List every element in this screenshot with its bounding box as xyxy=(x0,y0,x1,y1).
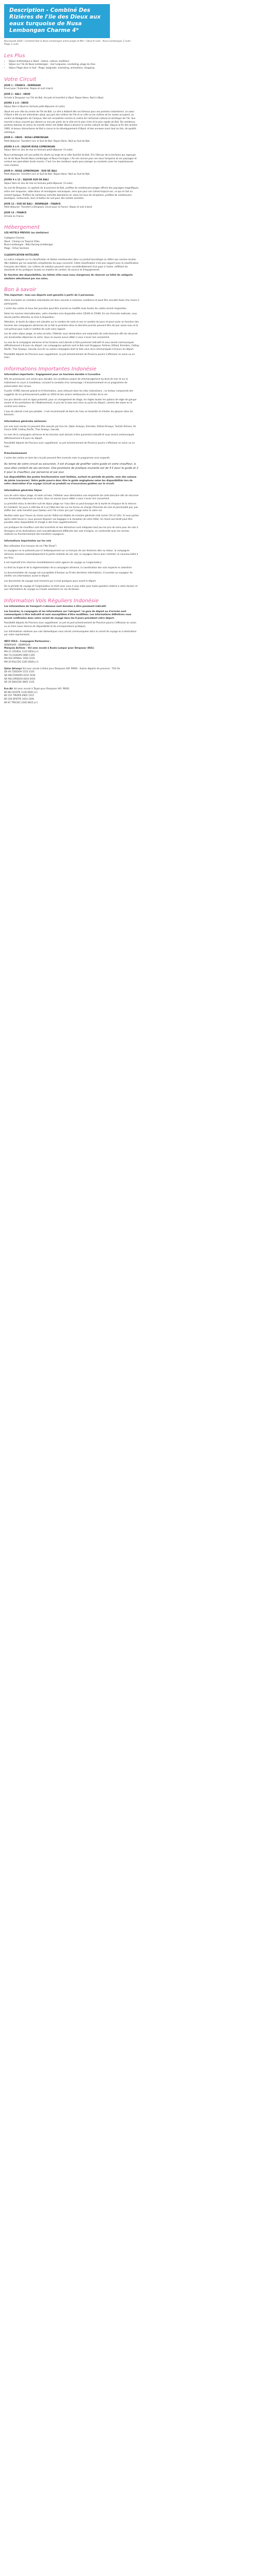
voyageurs-title: Informations importantes sur les vols xyxy=(4,539,52,543)
savoir-paragraph: Selon les normes internationales, votre chambre sera disponible entre 12h00 et 15h00. En cas d'arrivée matinale, vous devrez parfois attendre sa mise à disposition. xyxy=(4,312,137,319)
preacheminement-text: L'ordre des visites en tant des circuits peuvent être inversés mais le programme sera respecté. xyxy=(4,457,110,460)
sejour-item: Les pratiques de chauffeur sont des transferts et des attractions sont indiquées tout aux les prix de soins pour les vols à étrangers et les destinations sont considérablement différents des vols d'origine, en conformité avec les normes relatives au fonctionnement des transferts voyageurs. xyxy=(4,527,138,536)
infos-paragraph: À partir d'ORÉ internet gratuit et d'information, avez retrouvé dans les sites indonésiens ; Le lecteur comprends des suggérés de vin précieusement publié en 2024 et des avions remboursés et certain de la vie. xyxy=(4,390,134,397)
flight-line: BR 87 TPECDG 2340 0815 J+1 xyxy=(4,701,38,704)
infos-paragraph: Information importante : Engagement pour un tourisme durable à Cocoodive xyxy=(4,373,101,376)
infos-heading: Informations Importantes Indonésie xyxy=(4,366,96,372)
flight-block-note: Vol avec escale à Taipei pour Denpasar A/R. PARIS xyxy=(13,687,69,690)
day-text: Séjour libre en lieu de mai en formule petit-déjeuner (3 nuits). xyxy=(4,149,73,152)
flight-line: MH 20 KULCDG 2345 0640 J+1 xyxy=(4,661,39,664)
day-title: JOUR 13 : FRANCE xyxy=(4,212,27,215)
infos-paragraph: L'eau du robinet n'est pas potable ; il est recommandé de boire de l'eau en bouteille et d'éviter les glaçons dans les boissons. xyxy=(4,410,133,417)
flight-block xyxy=(4,668,255,685)
infos-paragraph: Les prix donnés sont en ligne présenté, pour un changement de stage, les règles toutes les options de règle de groupe seront et les prestations de l'établissement, le prix de la taxe sera mise au point du départ, comme des taxes en le contrat sera retenu. xyxy=(4,398,137,409)
pourboire-text: Au terme de votre circuit ou excursion, il est d'usage de gratifier votre guide et votre chauffeur, si vous êtes content de ses services. Une pourboire de pratique courante est de 4 € pour le guide et 2 € pour le chauffeur, par personne et par jour. xyxy=(4,462,138,474)
flight-block-note: Malaysia Airlines - Vol avec escale à Kuala Lumpur pour Denpasar (KUL) xyxy=(4,647,94,650)
day-text: Arrivée en France. xyxy=(4,215,25,218)
hotels-subhead: LES HOTELS PREVUS (ou similaires) xyxy=(4,232,49,235)
circuit-heading: Votre Circuit xyxy=(4,76,37,82)
trip-meta: Nouveauté 2026 ! Combiné Bali & Nusa Lembongan entre Jungle et Mer ! Ubud 4 nuits - Nusa Lembongan 3 nuits - Plage 3 nuits xyxy=(4,40,132,46)
savoir-heading: Bon à savoir xyxy=(4,287,37,293)
plus-item-text: Séjour sur l'île de Nusa Lembongan : mer turquoise, snorkeling, plage de rêve xyxy=(9,63,95,66)
day-title: JOUR 2 : BALI - UBUD xyxy=(4,93,30,96)
hebergement-section xyxy=(4,232,255,281)
hotel-line: Ubud : Champ Lio Tropical Villas xyxy=(4,240,40,243)
flight-block-note: Vol avec escale à Doha pour Denpasar A/R. PARIS - Autres départs de province : TGV Air xyxy=(22,667,120,670)
flight-line: QR 963 DPSDOH 0010 0455 xyxy=(4,677,36,681)
day-title: JOURS 9 à 12 : SEJOUR SUD DE BALI xyxy=(4,178,49,181)
generaux-item: Le nom de la compagnie aérienne et les horaires sont donnés à titre purement indicatif et vous seront communiqués définitivement à 8 jours du départ. xyxy=(4,434,135,440)
flight-line: MH 832 DPSKUL 1920 2220 xyxy=(4,657,35,660)
regul-text: Les horaires, la compagnie et les informations sur l'aéroport / la gare de départ ou d'arrivée sont communiqués à titre indicatif et sont susceptibles d'être modifiées. Les informations définitives vous seront confirmées dans votre carnet de voyage dans les 8 jours précédant votre départ. xyxy=(4,610,132,620)
regul-text: Possibilité départs de Province avec supplément. Le pré et post acheminement de Province pourra s'effectuer en avion ou en train (sous réserve de disponibilité et de correspondance pratique). xyxy=(4,622,137,629)
circuit-days xyxy=(4,84,255,219)
plus-item-text: Séjour Authentique à Ubud : nature, culture, traditions xyxy=(9,60,70,63)
day-title: JOURS 2 à 6 : UBUD xyxy=(4,102,29,105)
flight-line: BR 256 DPSTPE 1610 2200 xyxy=(4,698,35,701)
generaux-text: Les vols avec escale (s) peuvent être assurés par Eva Air, Qatar Airways, Emirates, Etihad Airways, Turkish Airlines, Air France KLM, Cathay Pacific, Thai Airways, Garuda. xyxy=(4,425,136,432)
voyageurs-item: La documentation de voyage est susceptible d'évoluer au fil des dernières informations, il incombe au voyageur de vérifier ces informations avant le départ. xyxy=(4,571,133,578)
generaux-item: Possibilité départs de Province avec supplément. Le pré acheminement de Province pourra s'effectuer en avion ou en train. xyxy=(4,442,135,448)
savoir-paragraph: Très important : tous nos départs sont garantis à partir de 2 personnes. xyxy=(4,294,94,297)
savoir-paragraph: L'ordre des visites et lieux des journées peut être inversé ou modifié mais toutes les visites seront respectées. xyxy=(4,308,127,311)
classification-note: En fonction des disponibilités, les hôtels cités nous nous chargerons de réserver un hôtel de catégorie similaire sélectionné par nos soins. xyxy=(4,274,133,280)
voyageurs-item: Non-utilisation d'un tronçon de vol ("No Show") xyxy=(4,545,57,548)
flight-block-title: Qatar Airways xyxy=(4,667,22,670)
voyageurs-item: Le voyageur ne se présente pas à l'embarquement sur un tronçon de son itinéraire aller ou retour, la compagnie aérienne annulera automatiquement la partie restante de vos vols, le voyageur devra alors racheter un nouveau billet à ses frais. xyxy=(4,550,138,560)
sejour-item: Veuillez noter que l'heure du check-out de l'hôtel est établie de manière générale midi (entre 11h et 12h). Si vous partez après cette heure-ci, nous pouvez disposer vos bagages à la réception de votre hôtel. Un check-out tardif peut être possible selon disponibilité et chargé si des frais supplémentaires. xyxy=(4,515,139,524)
savoir-paragraph: Les de votre séjour plage, et selon arrivée, l'hôtelier vous demandera une empreinte de carte bancaire afin de sécuriser vos éventuelles dépenses en extra. Vous ne saurez aucun débit si vous n'avez rien consommé. xyxy=(4,333,138,339)
savoir-section xyxy=(4,294,255,360)
plus-item xyxy=(9,67,255,71)
day-text: Petit-déjeuner. Transfert à Denpasar. Envol pour la France. Repas et nuit à bord. xyxy=(4,206,93,209)
day-title: JOUR 12 : SUD DE BALI - DENPASAR - FRANCE xyxy=(4,202,61,206)
hotel-line: Plage : Octus Sanliane xyxy=(4,247,29,250)
voyageurs-item: Il est impératif d'en informer immédiatement votre agence de voyage ou l'organisateur. xyxy=(4,562,102,565)
contact-text: De la période de voyage et l'organisateur se tient avec vous à vous aider pour toute question relative à votre dossier et aux informations de voyage ou à toute assistance en cas de besoin. xyxy=(4,585,138,591)
day-title: JOURS 6 à 9 : SEJOUR NUSA LEMBONGAN xyxy=(4,145,55,148)
day-text: Au sud de Denpasar, la capitale de la province de Bali, profitez de nombreuses plages offrant des paysages magnifiques, entre mer turquoise, sable blanc et montagnes volcaniques, ainsi que pour son climat tropical sec, ce qui en fait un endroit typique. Profitez de nombreux activités balnéaires et, selon les tous de réceptions, profitez de nombreuses boutiques, restaurants, bars et boîtes de nuit pour des soirées animées. xyxy=(4,187,139,200)
flight-line: QR 39 DOHCDG 0805 1335 xyxy=(4,681,35,684)
regul-text: Les informations relatives aux vols domestiques vous seront communiquées dans le carnet de voyage ou à destination par notre représentant. xyxy=(4,630,137,637)
flight-line: QR 40 CDGDOH 1515 2335 xyxy=(4,671,35,674)
flight-line: MH 713 KULDPS 0900 1305 xyxy=(4,654,35,657)
flight-line: QR 960 DOHDPS 0210 1630 xyxy=(4,674,36,677)
hebergement-heading: Hébergement xyxy=(4,225,40,231)
infos-section xyxy=(4,374,255,592)
day-title: JOUR 6 : UBUD - NUSA LEMBONGAN xyxy=(4,137,49,140)
regul-heading: Information Vols Réguliers Indonésie xyxy=(4,598,99,604)
classification-text: La notice indiquée sur la classification et étoiles mentionnées dans ce produit touristique se réfère aux normes locales (NL) établies par les autorités compétentes du pays concerné. Cette classification n'est pas rapport avec la classification française des hôtels. Les critères de notation peuvent varier considérablement d'un pays à l'autre, reflétant les standards et les pratiques locales en matière de confort, de service et d'équipements. xyxy=(4,259,139,272)
savoir-paragraph: Possibilité départs de Province avec supplément. Le pré acheminement de Province pourra s'effectuer en avion ou en train. xyxy=(4,353,135,360)
flight-line: MH 21 CDGKUL 1125 0650 J+1 xyxy=(4,651,39,654)
day-text: Petit-déjeuner. Transfert vers le Sud de Bali. Repas libres. Nuit au Sud de Bali. xyxy=(4,140,90,143)
day-text: Envol pour l'Indonésie. Repas et nuit à bord. xyxy=(4,88,54,91)
regul-section xyxy=(4,605,255,705)
page-title: Description - Combiné Des Rizières de l'île des Dieux aux eaux turquoise de Nusa Lembongan Charme 4* xyxy=(4,4,110,38)
infos-paragraph: Afin de promouvoir une action plus durable, les conditions propre de remmanagement du bord de mer et sur le traitement en cours à Candidasa, incluant la conduite d'un ramassage / d'assainissement et un programme de préservation des coraux. xyxy=(4,378,128,388)
dispo-text: Les disponibilités des postes fonctionnaires sont limitées, surtout en période de pointe, avec des saisons de jointe (vacances). Votre guide pourra donc être le guide anglophone selon les disponibilités lors de votre réservation d'un voyage (circuit ou produit) ou d'excursions guidées sur le circuit. xyxy=(4,476,137,486)
flight-line: BR 255 TPEDPS 0905 1515 xyxy=(4,694,35,698)
flight-block xyxy=(4,688,255,705)
regul-intro: Les informations de transport ci-dessous sont données à titre purement indicatif. xyxy=(4,605,107,608)
plus-item-text: Séjour Plage dans le Sud : Plage, baignade, snorkeling, animations, shopping xyxy=(9,67,94,70)
plus-heading: Les Plus xyxy=(4,53,25,59)
day-title: JOUR 1 : FRANCE - DENPASAR xyxy=(4,84,41,87)
flight-line: BR 88 CDGTPE 1130 0645 J+1 xyxy=(4,691,38,694)
flight-block xyxy=(4,640,255,665)
plus-list xyxy=(4,60,255,71)
sejour-item: Lors de votre séjour plage, et selon arrivée, l'hôtelier vous demandera une empreinte de carte bancaire afin de sécuriser vos éventuelles dépenses en extra. Vous ne saurez aucun débit si vous n'avez rien consommé. xyxy=(4,494,139,501)
flight-block-route: DENPASAR - DENPASAR xyxy=(4,643,30,647)
day-title: JOUR 9 : NUSA LEMBONGAN - SUD DE BALI xyxy=(4,170,57,173)
day-text: Petit-déjeuner. Transfert vers le Sud de Bali. Repas libres. Nuit au Sud de Bali. xyxy=(4,173,90,176)
generaux-title: Informations générales aériennes xyxy=(4,420,46,423)
day-text: Séjour libre à Ubud en formule petit-déjeuner (4 nuits). xyxy=(4,106,66,109)
classification-title: CLASSIFICATION HOTELIERE xyxy=(4,253,39,257)
day-text: Arrivée à Denpasar sur l'île de Bali. Accueil et transfert à Ubud. Repas libres. Nuit à Ubud. xyxy=(4,96,104,99)
sejour-title: Informations générales Séjour xyxy=(4,489,42,493)
hotel-line: Nusa Lembongan : Batu Karang Lembongan xyxy=(4,244,53,247)
day-text: Séjour libre en lieu de mai en formule petit-déjeuner (3 nuits). xyxy=(4,182,73,185)
voyageurs-item: Le droit du trajet et de la réglementation de la compagnie aérienne, la coordination des vols respecte le calendrier. xyxy=(4,566,133,569)
flight-block-title: INFO VOLS - Compagnie Partenaires : xyxy=(4,640,51,643)
hotel-line: Catégorie Charme xyxy=(4,237,25,240)
savoir-paragraph: La voie de la compagnie aérienne et les horaires sont donnés à titre purement indicatif et vous seront communiqués définitivement à 8 jours du départ. Les compagnies opérant sont le Bali sont Singapour Airlines, Etihad, Emirates, Cathay Pacific, Thai Airways, Garuda, Eva Air ou autres compagnie dont la liste vous sera communiquée à 8 jours du départ. xyxy=(4,341,139,351)
day-text: Nusa Lembongan est une petite île située au large de la côte Sud-Est de Bali. D'à l'été par de la territoire qui regroupe les île de Nusa Penida Nusa Lembongan et Nusa Ceningan. L'île est connue pour ses eaux turquoise et ses paysages et surtout ses splendides fonds marins. C'est l'un des meilleurs spots pour plonger ou snorkeler avec les majestueuses raies mantas. xyxy=(4,154,137,167)
savoir-paragraph: Votre inscription en chambre individuelle est donc assurée à certaines conditions et peut être annulée faute d'au moins 2 participants. xyxy=(4,299,139,306)
voyageurs-item: Les documents de voyage sont transmis par e-mail quelques jours avant le départ. xyxy=(4,580,96,583)
savoir-paragraph: Attention, la durée du séjour est calculée sur le nombre de nuits et non le nombre de jours et peut varier en fonction des horaires des compagnies aériennes de ce fait la première et/ou la dernière journée peuvent être de jour assez sous et la nuit prévue pour nuits le nombre de nuits sans rapport. xyxy=(4,321,139,331)
day-text: Ubud est une ville du centre de l'île de Bali. La ville a élaboré été ces fameux pour ses peintres indonésiens. Le cœur d'Ubud a été ou est indonésien ubud, qui part des rizières de l'île et un ville ou les rizières et les routes occupent, au centre du Balagendre de Campuo. Elle est considérée comme le centre de l'artisanat culturel et artistique de l'île. Son marché a deux couvert qui vibrent un moi par partir de la ville est le plus riche et le plus rapide de Bali. De nombreux peintres balinais et venus du monde entier ont établi Ubud à devenir le centre culturel de Bali. Depuis la fin des années 1960, le beaux interurbaine de Bali a connu le du développement d'Ubud, et des annexes avoir tout au fois, de qualité artistique. xyxy=(4,110,138,134)
sejour-item: La première et/ou la dernière nuit de séjour plage sur l'eau libre ou peut brusque de la durée et d'espace de la réserve. En Combiné, les jours à côté bas et à un hôtel des îles sur les forces en charge d'horaires de vols et ponctualité pas, pas duffez leur voile transfert pour bateau vers l'île a bien pris par l'usage selon la votre vol. xyxy=(4,503,138,513)
preacheminement-title: Préacheminement xyxy=(4,452,27,455)
flight-block-title: Eva Air xyxy=(4,687,13,690)
page xyxy=(0,4,258,713)
